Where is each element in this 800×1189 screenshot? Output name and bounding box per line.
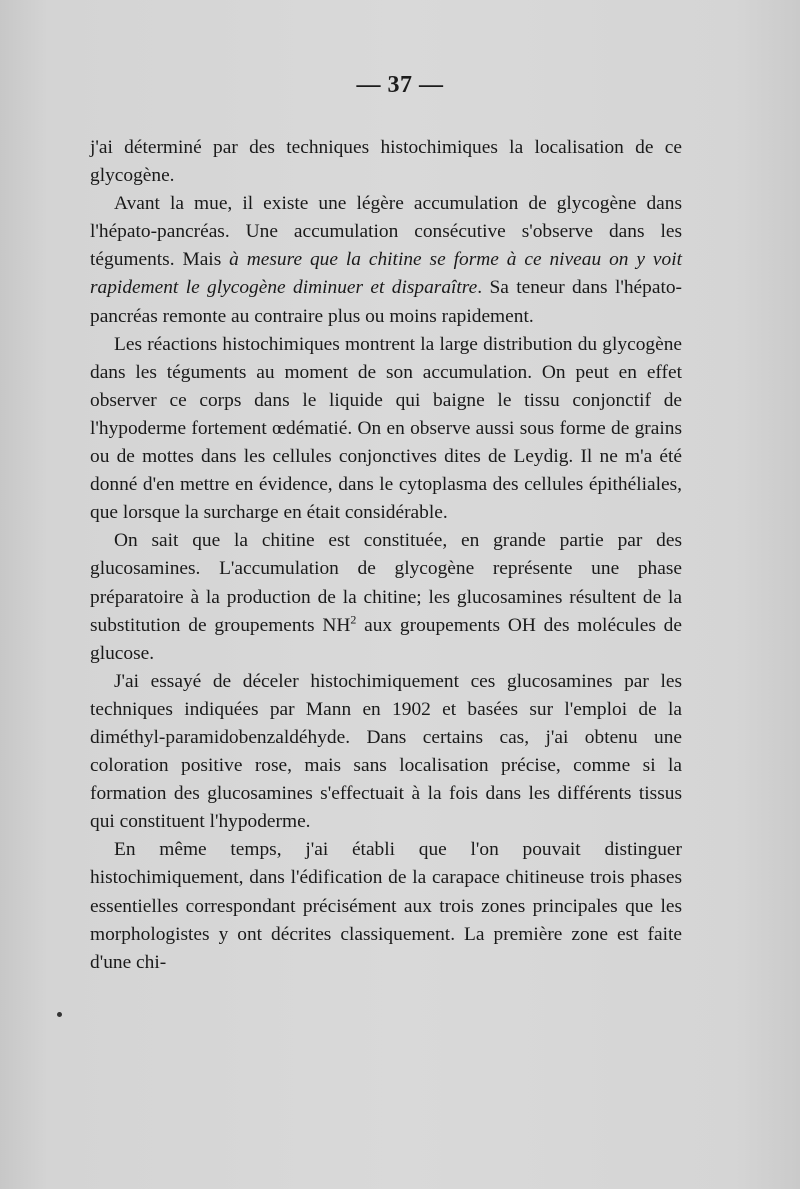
paragraph-6 — [90, 836, 682, 976]
body-text — [90, 134, 682, 977]
paragraph-4-text-a: On sait que la chitine est constituée, en grande partie par des glucosamines. L'accumulation de glycogène représente une phase préparatoire à la production de la chitine; les glucosamines résultent de la substitution de groupements NH — [90, 530, 682, 636]
paragraph-2-text-b: . Sa teneur dans l'hépato-pancréas remonte au contraire plus ou moins rapidement. — [90, 277, 682, 327]
paragraph-2-text-a: Avant la mue, il existe une légère accumulation de glycogène dans l'hépato-pancréas. Une accumulation consécutive s'observe dans les téguments. Mais — [90, 193, 682, 271]
paragraph-4 — [90, 527, 682, 667]
paragraph-5 — [90, 668, 682, 837]
paragraph-1-text: j'ai déterminé par des techniques histochimiques la localisation de ce glycogène. — [90, 137, 682, 187]
paragraph-2-italic-emphasis: à mesure que la chitine se forme à ce niveau on y voit rapidement le glycogène diminuer et disparaître — [90, 249, 682, 299]
paragraph-4-text-b: aux groupements OH des molécules de glucose. — [90, 614, 682, 664]
margin-ink-speck — [57, 1012, 62, 1017]
page-number: — 37 — — [356, 72, 444, 98]
paragraph-6-text: En même temps, j'ai établi que l'on pouvait distinguer histochimiquement, dans l'édification de la carapace chitineuse trois phases essentielles correspondant précisément aux trois zones principales que les morphologistes y ont décrites classiquement. La première zone est faite d'une chi- — [90, 839, 682, 973]
paragraph-3 — [90, 331, 682, 528]
paragraph-4-superscript: 2 — [350, 612, 357, 627]
paragraph-3-text: Les réactions histochimiques montrent la large distribution du glycogène dans les téguments au moment de son accumulation. On peut en effet observer ce corps dans le liquide qui baigne le tissu conjonctif de l'hypoderme fortement œdématié. On en observe aussi sous forme de grains ou de mottes dans les cellules conjonctives dites de Leydig. Il ne m'a été donné d'en mettre en évidence, dans le cytoplasma des cellules épithéliales, que lorsque la surcharge en était considérable. — [90, 333, 682, 524]
paragraph-2 — [90, 190, 682, 330]
paragraph-1 — [90, 134, 682, 190]
paragraph-5-text: J'ai essayé de déceler histochimiquement ces glucosamines par les techniques indiquées par Mann en 1902 et basées sur l'emploi de la diméthyl-paramidobenzaldéhyde. Dans certains cas, j'ai obtenu une coloration positive rose, mais sans localisation précise, comme si la formation des glucosamines s'effectuait à la fois dans les différents tissus qui constituent l'hypoderme. — [90, 670, 682, 833]
